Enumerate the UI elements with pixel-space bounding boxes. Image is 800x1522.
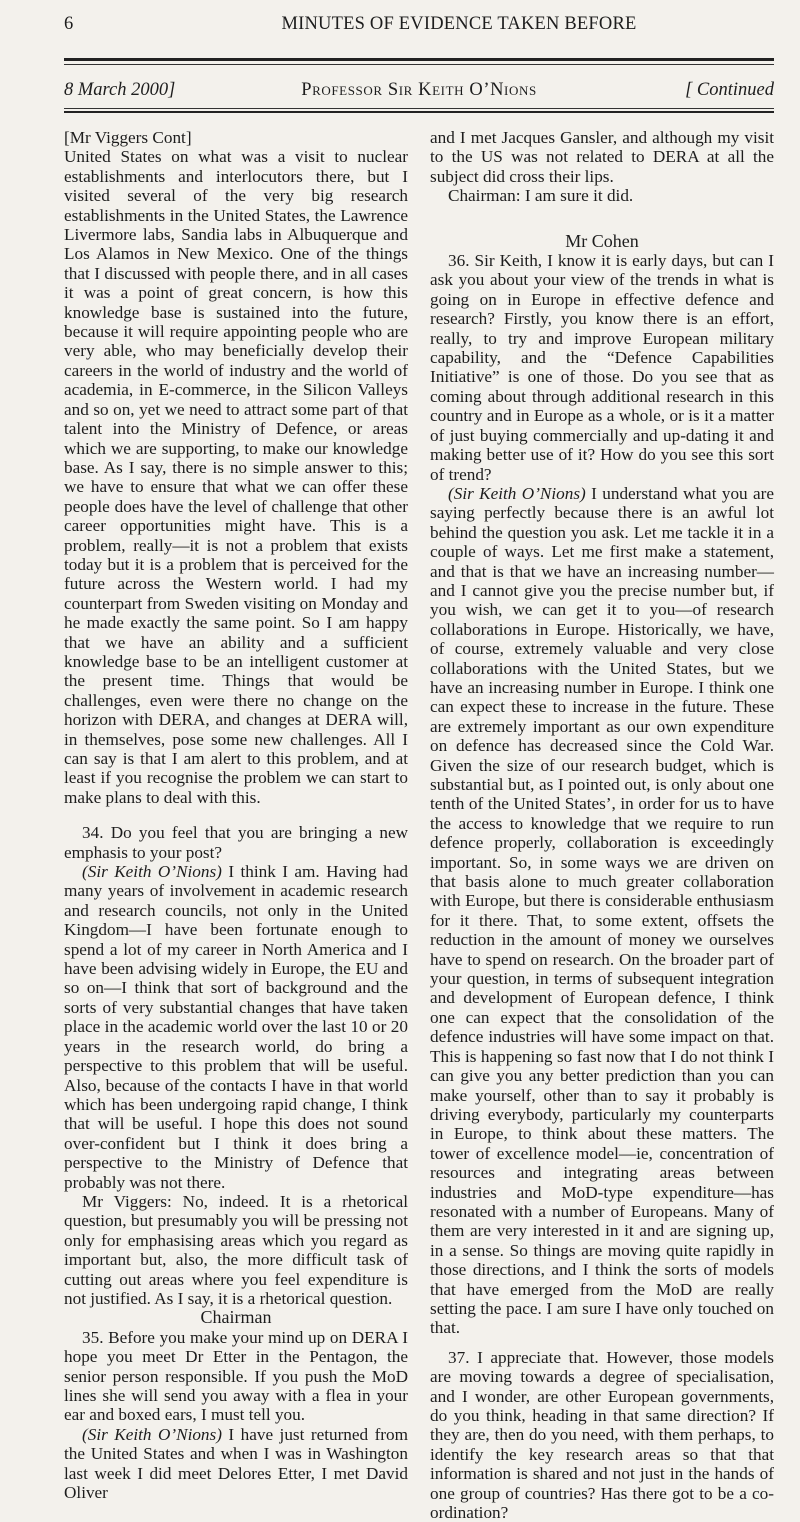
viggers-remark-text: No, indeed. It is a rhetorical question, but presumably you will be pressing not only for emphasising areas which you regard as important but, also, the more difficult task of cutting out areas where you feel expenditure is not justified. As I say, it is a rhetorical question. [64,1191,409,1308]
chairman-heading: Chairman [200,1307,272,1328]
witness-name: Professor Sir Keith O’Nions [301,80,537,100]
answer-35-text: I have just returned from the United States and when I was in Washington last week I did meet Delores Etter, I met David Oliver [64,1424,408,1503]
page-header [64,8,774,36]
answer-35-speaker: (Sir Keith O’Nions) [82,1424,222,1444]
session-line [64,80,774,106]
answer-34-text: I think I am. Having had many years of involvement in academic research and research councils, not only in the United Kingdom—I have been fortunate enough to spend a lot of my career in North America and I have been advising widely in Europe, the EU and so on—I think that sort of background and the sorts of very substantial changes that have taken place in the academic world over the last 10 or 20 years in the research world, do bring a perspective to this problem that will be useful. Also, because of the contacts I have in that world which has been undergoing rapid change, I think that will be useful. I hope this does not sound over-confident but I think it does bring a perspective to the Ministry of Defence that probably was not there. [64,862,408,1192]
session-rule-top [64,108,774,109]
header-rule-bottom [64,64,774,65]
answer-36-text: I understand what you are saying perfectly because there is an awful lot behind the question you ask. Let me tackle it in a couple of ways. Let me first make a statement, and that is that we have an increasing number—and I cannot give you the precise number but, if you wish, we can get it to you—of research collaborations in Europe. Historically, we have, of course, extremely valuable and very close collaborations with the United States, but we have an increasing number in Europe. I think one can expect these to increase in the future. These are extremely important as our own expenditure on defence has decreased since the Cold War. Given the size of our research budget, which is substantial but, as I pointed out, is only about one tenth of the United States’, in order for us to have the access to knowledge that we require to run defence properly, collaboration is exceedingly important. So, in some ways we are driven on that basis alone to much greater collaboration with Europe, but there is considerable enthusiasm for it there. That, to some extent, offsets the reduction in the amount of money we ourselves have to spend on research. On the broader part of your question, in terms of subsequent integration and development of European defence, I think one can expect that the consolidation of the defence industries will have some impact on that. This is happening so fast now that I do not think I can give you any better prediction than you can make yourself, other than to say it probably is driving everybody, particularly my counterparts in Europe, to think about these matters. The tower of excellence model—ie, concentration of resources and integrating areas between industries and MoD-type expenditure—has resonated with a number of Europeans. Many of them are very interested in it and are signing up, in a sense. So things are moving quite rapidly in those directions, and I think the sorts of models that have emerged from the MoD are really setting the pace. I am sure I have only touched on that. [430,483,774,1338]
page-number: 6 [64,14,74,34]
answer-34 [64,862,408,1192]
left-column [64,128,408,1502]
viggers-remark-speaker: Mr Viggers: [82,1191,172,1211]
session-date: 8 March 2000] [64,80,176,100]
chairman-remark [430,186,774,205]
answer-36 [430,484,774,1338]
question-36: 36. Sir Keith, I know it is early days, but can I ask you about your view of the trends in what is going on in Europe in effective defence and research? Firstly, you know there is an effort, really, to try and improve European military capability, and the “Defence Capabilities Initiative” is one of those. Do you see that as coming about through additional research in this country and in Europe as a whole, or is it a matter of just buying commercially and up-dating it and making better use of it? How do you see this sort of trend? [430,251,774,484]
question-34: 34. Do you feel that you are bringing a new emphasis to your post? [64,823,408,862]
answer-35 [64,1425,408,1503]
chairman-remark-text: I am sure it did. [520,186,634,206]
viggers-remark [64,1192,408,1308]
paragraph-viggers-continued: United States on what was a visit to nuclear establishments and interlocutors there, but I visited several of the very big research establishments in the United States, the Lawrence Livermore labs, Sandia labs in Albuquerque and Los Alamos in New Mexico. One of the things that I discussed with people there, and in all cases it was a point of great concern, is how this knowledge base is sustained into the future, because it will require appointing people who are very able, who may beneficially develop their careers in the world of industry and the world of academia, in E-commerce, in the Silicon Valleys and so on, yet we need to attract some part of that talent into the Ministry of Defence, or areas which we are supporting, to make our knowledge base. As I say, there is no simple answer to this; we have to ensure that what we can offer these people does have the level of challenge that other career opportunities might have. This is a problem, really—it is not a problem that exists today but it is a problem that is perceived for the future across the Western world. I had my counterpart from Sweden visiting on Monday and he made exactly the same point. So I am happy that we have an ability and a sufficient knowledge base to be an intelligent customer at the present time. Things that would be challenges, even were there no change on the horizon with DERA, and changes at DERA will, in themselves, pose some new challenges. All I can say is that I am alert to this problem, and at least if you recognise the problem we can start to make plans to deal with this. [64,147,408,807]
question-35: 35. Before you make your mind up on DERA I hope you meet Dr Etter in the Pentagon, the senior person responsible. If you push the MoD lines she will send you away with a flea in your ear and boxed ears, I must tell you. [64,1327,408,1425]
session-rule-bottom [64,111,774,113]
question-37: 37. I appreciate that. However, those models are moving towards a degree of specialisation, and I wonder, are other European governments, do you think, heading in that same direction? If they are, then do you need, with them perhaps, to identify the key research areas so that that information is shared and not just in the hands of one group of countries? Has there got to be a co-ordination? [430,1347,774,1522]
right-column [430,128,774,1522]
cohen-heading: Mr Cohen [565,230,639,251]
answer-35-continued: and I met Jacques Gansler, and although my visit to the US was not related to DERA at all the subject did cross their lips. [430,128,774,186]
chairman-remark-speaker: Chairman: [448,186,521,206]
continued-tag: [ Continued [685,80,774,100]
header-rule-top [64,58,774,61]
answer-36-speaker: (Sir Keith O’Nions) [448,483,586,503]
answer-34-speaker: (Sir Keith O’Nions) [82,862,222,882]
speaker-continued: [Mr Viggers Cont] [64,128,192,147]
running-title: MINUTES OF EVIDENCE TAKEN BEFORE [281,14,637,34]
